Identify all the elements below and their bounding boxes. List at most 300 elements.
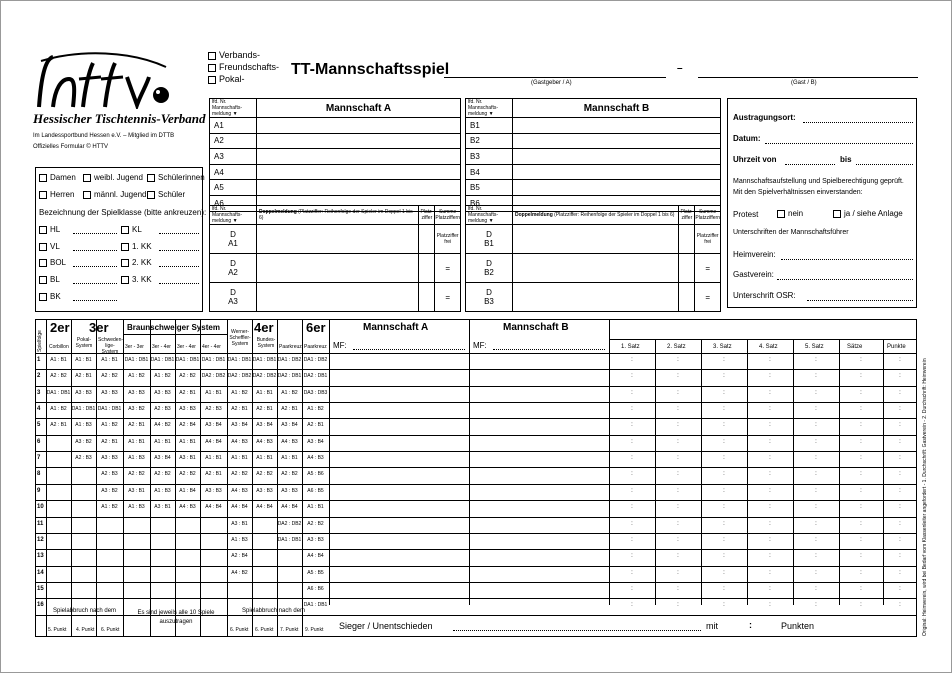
score-cell[interactable]: : (723, 520, 725, 527)
grid-hline (35, 549, 917, 550)
httv-logo (31, 49, 181, 109)
pairing-cell: A1 : B2 (50, 406, 67, 413)
score-cell[interactable]: : (899, 471, 901, 478)
checkbox[interactable] (39, 243, 47, 251)
score-cell[interactable]: : (815, 520, 817, 527)
score-cell[interactable]: : (815, 357, 817, 363)
score-cell[interactable]: : (860, 553, 862, 560)
abbruch1-p5: 5. Punkt (48, 627, 67, 633)
score-cell[interactable]: : (723, 455, 725, 462)
class-bol[interactable]: BOL (39, 258, 66, 267)
checkbox[interactable] (39, 226, 47, 234)
score-cell[interactable]: : (677, 504, 679, 511)
score-cell[interactable]: : (815, 536, 817, 543)
score-cell[interactable]: : (860, 569, 862, 576)
score-cell[interactable]: : (899, 536, 901, 543)
score-cell[interactable]: : (860, 422, 862, 429)
score-cell[interactable]: : (769, 585, 771, 592)
score-cell[interactable]: : (815, 602, 817, 609)
checkbox[interactable] (208, 64, 216, 72)
platz-cell[interactable] (419, 254, 435, 283)
sub-pokal: Pokal- System (75, 337, 93, 349)
double-cell[interactable] (513, 254, 679, 283)
score-cell[interactable]: : (677, 520, 679, 527)
cat-schueler[interactable]: Schüler (147, 190, 185, 199)
pairing-cell: A1 : B3 (154, 487, 171, 494)
gast-line[interactable] (777, 279, 913, 280)
pairing-cell: A1 : B1 (154, 438, 171, 445)
equals: = (435, 254, 461, 283)
pairing-cell: A2 : B1 (231, 406, 248, 413)
score-cell[interactable]: : (815, 455, 817, 462)
row-number: 8 (37, 471, 41, 478)
score-cell[interactable]: : (677, 602, 679, 609)
score-cell[interactable]: : (723, 389, 725, 396)
pairing-cell: A3 : B3 (101, 455, 118, 462)
pairing-cell: A3 : B3 (128, 389, 145, 396)
cat-maennl-jugend[interactable]: männl. Jugend (83, 190, 146, 199)
score-cell[interactable]: : (769, 455, 771, 462)
uhrzeit-from-line[interactable] (785, 164, 835, 165)
checkbox[interactable] (39, 259, 47, 267)
score-cell[interactable]: : (899, 438, 901, 445)
double-cell[interactable] (513, 225, 679, 254)
pairing-cell: A2 : B3 (205, 406, 222, 413)
class-kl-line[interactable] (159, 233, 199, 234)
player-cell[interactable] (513, 149, 721, 165)
pairing-cell: A4 : B3 (231, 487, 248, 494)
score-cell[interactable]: : (899, 373, 901, 380)
pairing-cell: A5 : B5 (307, 569, 324, 576)
pairing-cell: A4 : B2 (231, 569, 248, 576)
checkbox[interactable] (83, 191, 91, 199)
pairing-cell: A4 : B3 (281, 438, 298, 445)
row-number: 4 (37, 406, 41, 413)
class-bk-line[interactable] (73, 300, 117, 301)
score-cell[interactable]: : (860, 504, 862, 511)
player-cell[interactable] (257, 149, 461, 165)
double-cell[interactable] (257, 225, 419, 254)
score-cell[interactable]: : (769, 553, 771, 560)
score-cell[interactable]: : (860, 536, 862, 543)
grid-vline (71, 319, 72, 637)
score-cell[interactable]: : (631, 373, 633, 380)
guest-line[interactable] (698, 77, 918, 78)
type-verband[interactable]: Verbands- (208, 50, 260, 60)
pairing-cell: A2 : B3 (75, 455, 92, 462)
score-cell[interactable]: : (899, 357, 901, 363)
type-pokal[interactable]: Pokal- (208, 74, 245, 84)
protest-nein[interactable]: nein (777, 209, 803, 218)
cat-schuelerinnen[interactable]: Schülerinnen (147, 173, 205, 182)
class-kl[interactable]: KL (121, 225, 142, 234)
score-cell[interactable]: : (899, 585, 901, 592)
pairing-cell: DA2 : DB2 (252, 373, 277, 380)
checkbox[interactable] (147, 191, 155, 199)
pairing-cell: A3 : B2 (128, 406, 145, 413)
osr-label: Unterschrift OSR: (733, 291, 796, 300)
lfd-header: lfd. Nr. Mannschafts- meldung ▼ (466, 206, 513, 225)
class-bol-line[interactable] (73, 266, 117, 267)
abbruch2-p6c: 6. Punkt (255, 627, 274, 633)
score-cell[interactable]: : (723, 471, 725, 478)
pairing-cell: DA1 : DB1 (71, 406, 96, 413)
doubles-header: Doppelmeldung (Platzziffer: Reihenfolge der Spieler im Doppel 1 bis 6) (257, 206, 419, 225)
host-caption: (Gastgeber / A) (531, 80, 572, 86)
protest-ja[interactable]: ja / siehe Anlage (833, 209, 903, 218)
score-cell[interactable]: : (677, 536, 679, 543)
score-cell[interactable]: : (631, 422, 633, 429)
pairing-cell: A2 : B2 (128, 471, 145, 478)
pairing-cell: A1 : B2 (307, 406, 324, 413)
class-hl[interactable]: HL (39, 225, 60, 234)
score-cell[interactable]: : (677, 357, 679, 363)
pairing-cell: DA2 : DB2 (201, 373, 226, 380)
pairing-cell: A4 : B4 (231, 504, 248, 511)
type-freundschaft[interactable]: Freundschafts- (208, 62, 279, 72)
score-cell[interactable]: : (723, 422, 725, 429)
sub-paarkreuz4: Paarkreuz (279, 344, 302, 350)
checkbox[interactable] (39, 293, 47, 301)
score-cell[interactable]: : (769, 406, 771, 413)
player-cell[interactable] (513, 180, 721, 196)
player-label: B4 (466, 164, 513, 180)
pairing-cell: DA1 : DB1 (201, 357, 226, 363)
sieger-line[interactable] (453, 630, 701, 631)
checkbox[interactable] (208, 52, 216, 60)
pairing-cell: A2 : B1 (75, 373, 92, 380)
score-cell[interactable]: : (860, 585, 862, 592)
set-header: 1. Satz (621, 344, 640, 350)
player-cell[interactable] (257, 164, 461, 180)
pairing-cell: A1 : B1 (101, 357, 118, 363)
pairing-cell: DA2 : DB1 (277, 373, 302, 380)
score-cell[interactable]: : (815, 438, 817, 445)
class-2kk-line[interactable] (159, 266, 199, 267)
class-1kk-line[interactable] (159, 250, 199, 251)
checkbox[interactable] (39, 174, 47, 182)
pairing-cell: A4 : B4 (205, 504, 222, 511)
host-line[interactable] (444, 77, 666, 78)
score-cell[interactable]: : (677, 406, 679, 413)
score-cell[interactable]: : (815, 553, 817, 560)
player-cell[interactable] (257, 118, 461, 134)
checkbox[interactable] (121, 243, 129, 251)
class-3kk[interactable]: 3. KK (121, 275, 152, 284)
score-cell[interactable]: : (631, 487, 633, 494)
pairing-cell: A1 : B1 (281, 455, 298, 462)
dash: – (677, 63, 683, 74)
mf-a-line[interactable] (353, 349, 465, 350)
checkbox[interactable] (208, 76, 216, 84)
abbruch1-label: Spielabbruch nach dem (53, 608, 117, 614)
cat-damen[interactable]: Damen (39, 173, 76, 182)
pairing-cell: A3 : B4 (307, 438, 324, 445)
set-header: 5. Satz (805, 344, 824, 350)
gast-label: Gastverein: (733, 270, 774, 279)
grid-hline (123, 334, 227, 335)
row-number: 9 (37, 487, 41, 494)
platz-cell[interactable] (679, 283, 695, 312)
checkbox[interactable] (121, 226, 129, 234)
category-box (35, 167, 203, 312)
score-cell[interactable]: : (677, 373, 679, 380)
player-cell[interactable] (513, 118, 721, 134)
score-cell[interactable]: : (899, 422, 901, 429)
score-cell[interactable]: : (860, 406, 862, 413)
score-cell[interactable]: : (723, 569, 725, 576)
score-cell[interactable]: : (769, 520, 771, 527)
score-cell[interactable]: : (815, 569, 817, 576)
header-6er: 6er (306, 320, 326, 335)
score-cell[interactable]: : (860, 389, 862, 396)
pairing-cell: A2 : B2 (231, 471, 248, 478)
score-cell[interactable]: : (723, 602, 725, 609)
score-cell[interactable]: : (899, 602, 901, 609)
score-colon: : (749, 620, 752, 630)
score-cell[interactable]: : (677, 422, 679, 429)
lfd-header: lfd. Nr. Mannschafts- meldung ▼ (466, 99, 513, 118)
team-a-table (209, 98, 461, 212)
double-cell[interactable] (257, 283, 419, 312)
score-cell[interactable]: : (723, 373, 725, 380)
score-cell[interactable]: : (723, 585, 725, 592)
double-label: D B1 (466, 225, 513, 254)
abbruch2-p9: 9. Punkt (305, 627, 324, 633)
checkbox[interactable] (83, 174, 91, 182)
score-cell[interactable]: : (723, 438, 725, 445)
score-cell[interactable]: : (769, 536, 771, 543)
pairing-cell: A1 : B3 (128, 455, 145, 462)
row-number: 5 (37, 422, 41, 429)
platz-cell[interactable] (419, 225, 435, 254)
score-cell[interactable]: : (631, 504, 633, 511)
score-cell[interactable]: : (631, 357, 633, 363)
double-label: D A2 (210, 254, 257, 283)
score-cell[interactable]: : (769, 602, 771, 609)
grid-hline (35, 467, 917, 468)
datum-line[interactable] (765, 143, 913, 144)
score-cell[interactable]: : (723, 357, 725, 363)
score-cell[interactable]: : (860, 373, 862, 380)
platz-cell[interactable] (679, 225, 695, 254)
pairing-cell: A2 : B2 (179, 471, 196, 478)
pairing-cell: A1 : B1 (75, 357, 92, 363)
score-cell[interactable]: : (860, 487, 862, 494)
score-cell[interactable]: : (631, 389, 633, 396)
class-3kk-line[interactable] (159, 283, 199, 284)
heim-line[interactable] (781, 259, 913, 260)
score-cell[interactable]: : (769, 389, 771, 396)
score-cell[interactable]: : (631, 520, 633, 527)
score-cell[interactable]: : (860, 520, 862, 527)
score-cell[interactable]: : (769, 422, 771, 429)
score-cell[interactable]: : (677, 389, 679, 396)
pairing-cell: A3 : B4 (231, 422, 248, 429)
row-number: 15 (37, 585, 44, 592)
player-cell[interactable] (513, 164, 721, 180)
cat-weibl-jugend[interactable]: weibl. Jugend (83, 173, 143, 182)
score-cell[interactable]: : (899, 455, 901, 462)
score-cell[interactable]: : (677, 438, 679, 445)
org-sub1: Im Landessportbund Hessen e.V. – Mitglied im DTTB (33, 133, 175, 139)
platz-frei: Platzziffer frei (435, 225, 461, 254)
score-cell[interactable]: : (860, 455, 862, 462)
score-cell[interactable]: : (631, 602, 633, 609)
platz-cell[interactable] (679, 254, 695, 283)
score-cell[interactable]: : (677, 553, 679, 560)
cat-herren[interactable]: Herren (39, 190, 74, 199)
class-bk[interactable]: BK (39, 292, 61, 301)
side-note: Original: Heimverein, wird bei Bedarf vom Klassenleiter angefordert - 1. Durchschrift: Gastverein - 2. Durchschrift: Heimverein (922, 358, 928, 636)
score-cell[interactable]: : (769, 487, 771, 494)
score-cell[interactable]: : (631, 569, 633, 576)
score-cell[interactable]: : (899, 553, 901, 560)
score-cell[interactable]: : (815, 422, 817, 429)
score-cell[interactable]: : (677, 487, 679, 494)
pairing-cell: A1 : B2 (101, 422, 118, 429)
score-cell[interactable]: : (899, 406, 901, 413)
pairing-cell: A2 : B1 (307, 422, 324, 429)
class-vl[interactable]: VL (39, 242, 60, 251)
grid-vline (46, 319, 47, 637)
score-cell[interactable]: : (723, 504, 725, 511)
score-cell[interactable]: : (899, 569, 901, 576)
grid-hline (35, 435, 917, 436)
score-cell[interactable]: : (631, 536, 633, 543)
protest-label: Protest (733, 210, 759, 219)
score-cell[interactable]: : (860, 471, 862, 478)
score-cell[interactable]: : (631, 455, 633, 462)
pairing-cell: A2 : B3 (154, 406, 171, 413)
pairing-cell: A3 : B2 (75, 438, 92, 445)
score-cell[interactable]: : (631, 438, 633, 445)
abbruch2-p6: 6. Punkt (230, 627, 249, 633)
doubles-b-table (465, 205, 721, 312)
score-cell[interactable]: : (677, 585, 679, 592)
pairing-cell: A2 : B2 (154, 471, 171, 478)
score-cell[interactable]: : (769, 373, 771, 380)
double-label: D B2 (466, 254, 513, 283)
pairing-cell: A2 : B4 (231, 553, 248, 560)
player-cell[interactable] (257, 133, 461, 149)
score-cell[interactable]: : (815, 487, 817, 494)
grid-hline (35, 582, 917, 583)
score-cell[interactable]: : (769, 569, 771, 576)
score-cell[interactable]: : (631, 471, 633, 478)
pairing-cell: A3 : B1 (128, 487, 145, 494)
double-cell[interactable] (513, 283, 679, 312)
uhrzeit-to-line[interactable] (856, 164, 913, 165)
osr-line[interactable] (807, 300, 913, 301)
pairing-cell: A3 : B3 (256, 487, 273, 494)
score-cell[interactable]: : (723, 406, 725, 413)
checkbox[interactable] (121, 276, 129, 284)
uhrzeit-label: Uhrzeit von (733, 155, 777, 164)
grid-hline (35, 517, 917, 518)
score-cell[interactable]: : (723, 553, 725, 560)
score-cell[interactable]: : (677, 569, 679, 576)
class-2kk[interactable]: 2. KK (121, 258, 152, 267)
mf-b-label: MF: (473, 341, 487, 350)
double-label: D A3 (210, 283, 257, 312)
platz-cell[interactable] (419, 283, 435, 312)
class-hl-line[interactable] (73, 233, 117, 234)
score-cell[interactable]: : (769, 471, 771, 478)
score-cell[interactable]: : (899, 520, 901, 527)
unterschriften-label: Unterschriften der Mannschaftsführer (733, 229, 849, 236)
equals: = (435, 283, 461, 312)
guest-caption: (Gast / B) (791, 80, 817, 86)
double-label: D A1 (210, 225, 257, 254)
heim-label: Heimverein: (733, 250, 776, 259)
pairing-cell: A3 : B4 (154, 455, 171, 462)
score-cell[interactable]: : (769, 438, 771, 445)
score-cell[interactable]: : (815, 389, 817, 396)
pairing-cell: A3 : B4 (205, 422, 222, 429)
score-cell[interactable]: : (677, 471, 679, 478)
form-title: TT-Mannschaftsspiel (291, 61, 450, 78)
mf-b-line[interactable] (493, 349, 605, 350)
class-vl-line[interactable] (73, 250, 117, 251)
score-cell[interactable]: : (860, 357, 862, 363)
pairing-cell: A1 : B4 (179, 487, 196, 494)
class-1kk[interactable]: 1. KK (121, 242, 152, 251)
score-cell[interactable]: : (815, 471, 817, 478)
row-number: 6 (37, 438, 41, 445)
score-cell[interactable]: : (723, 487, 725, 494)
score-cell[interactable]: : (899, 389, 901, 396)
player-cell[interactable] (257, 180, 461, 196)
checkbox[interactable] (39, 191, 47, 199)
abbruch1-p4: 4. Punkt (76, 627, 95, 633)
pairing-cell: A3 : B2 (101, 487, 118, 494)
row-number: 12 (37, 536, 44, 543)
class-bl-line[interactable] (73, 283, 117, 284)
score-cell[interactable]: : (899, 504, 901, 511)
pairing-cell: A3 : B4 (281, 422, 298, 429)
score-cell[interactable]: : (860, 602, 862, 609)
score-cell[interactable]: : (631, 585, 633, 592)
checkbox[interactable] (833, 210, 841, 218)
checkbox[interactable] (147, 174, 155, 182)
score-cell[interactable]: : (815, 504, 817, 511)
pairing-cell: DA1 : DB1 (175, 357, 200, 363)
double-cell[interactable] (257, 254, 419, 283)
score-cell[interactable]: : (769, 357, 771, 363)
checkbox[interactable] (39, 276, 47, 284)
score-cell[interactable]: : (815, 585, 817, 592)
score-cell[interactable]: : (899, 487, 901, 494)
pairing-cell: A2 : B2 (307, 520, 324, 527)
score-cell[interactable]: : (723, 536, 725, 543)
row-number: 2 (37, 373, 41, 380)
checkbox[interactable] (777, 210, 785, 218)
score-cell[interactable]: : (631, 553, 633, 560)
class-bl[interactable]: BL (39, 275, 60, 284)
ort-line[interactable] (803, 122, 913, 123)
player-label: A3 (210, 149, 257, 165)
score-cell[interactable]: : (769, 504, 771, 511)
score-cell[interactable]: : (631, 406, 633, 413)
score-cell[interactable]: : (860, 438, 862, 445)
score-cell[interactable]: : (815, 373, 817, 380)
score-cell[interactable]: : (677, 455, 679, 462)
score-cell[interactable]: : (815, 406, 817, 413)
checkbox[interactable] (121, 259, 129, 267)
platz-header: Platz- ziffer (419, 206, 435, 225)
player-cell[interactable] (513, 133, 721, 149)
